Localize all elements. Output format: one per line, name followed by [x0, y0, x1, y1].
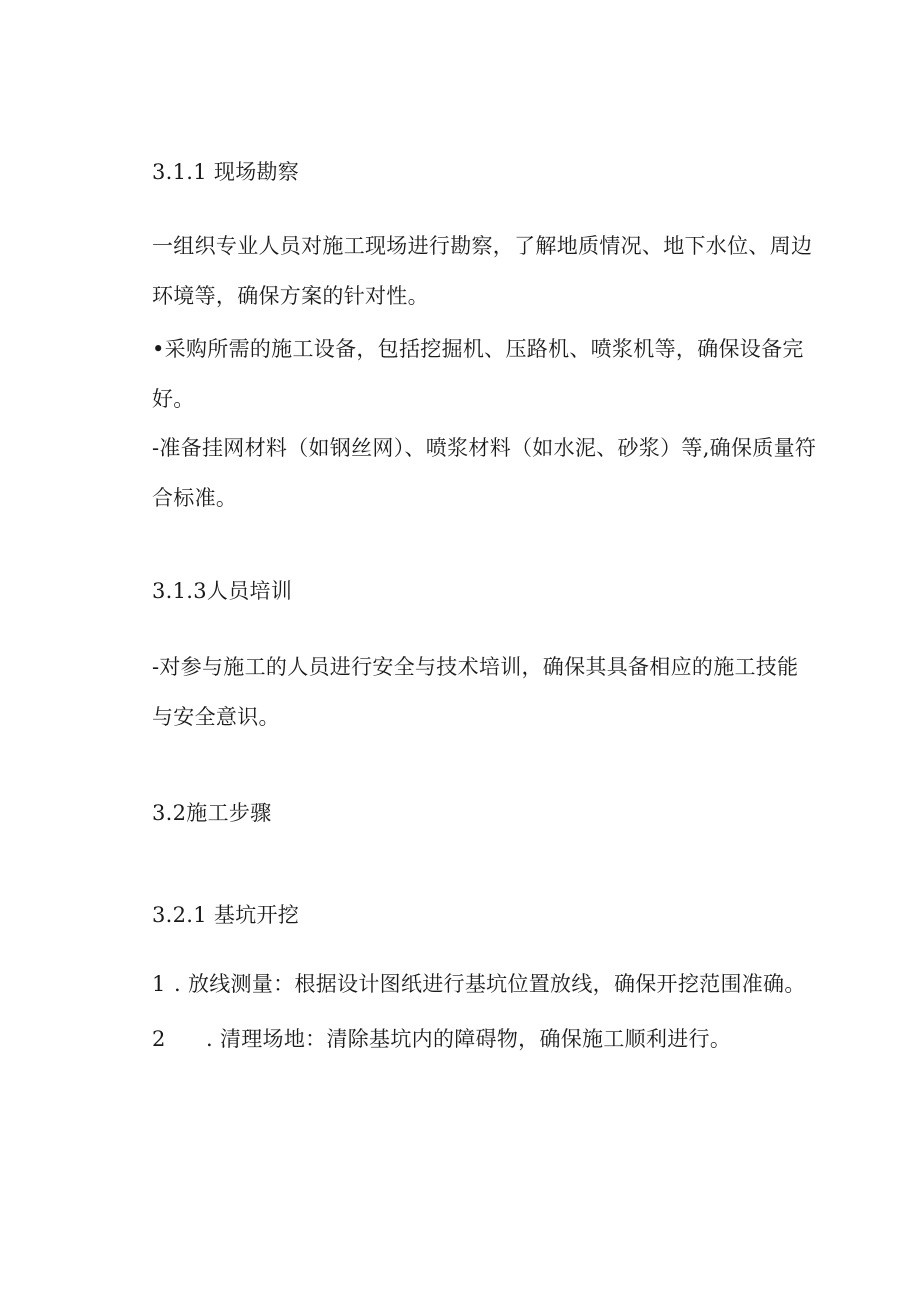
- list-item-2: [152, 1024, 731, 1054]
- list-item-text: . 放线测量：根据设计图纸进行基坑位置放线，确保开挖范围准确。: [174, 972, 806, 996]
- paragraph-equipment: •采购所需的施工设备，包括挖掘机、压路机、喷浆机等，确保设备完好。: [152, 337, 804, 411]
- list-item-number: 1: [152, 972, 166, 996]
- section-heading-3-2-1: 3.2.1 基坑开挖: [152, 903, 300, 927]
- section-heading-3-1-3: 3.1.3人员培训: [152, 579, 293, 603]
- paragraph-materials: -准备挂网材料（如钢丝网）、喷浆材料（如水泥、砂浆）等,确保质量符合标准。: [152, 436, 817, 510]
- list-item-1: [152, 969, 806, 999]
- list-item-text: . 清理场地：清除基坑内的障碍物，确保施工顺利进行。: [206, 1027, 732, 1051]
- section-heading-3-2: 3.2施工步骤: [152, 801, 272, 825]
- section-heading-3-1-1: 3.1.1 现场勘察: [152, 160, 300, 184]
- list-item-number: 2: [152, 1027, 166, 1051]
- paragraph-site-survey: 一组织专业人员对施工现场进行勘察，了解地质情况、地下水位、周边环境等，确保方案的针对性。: [152, 234, 813, 308]
- paragraph-training: -对参与施工的人员进行安全与技术培训，确保其具备相应的施工技能与安全意识。: [152, 655, 799, 729]
